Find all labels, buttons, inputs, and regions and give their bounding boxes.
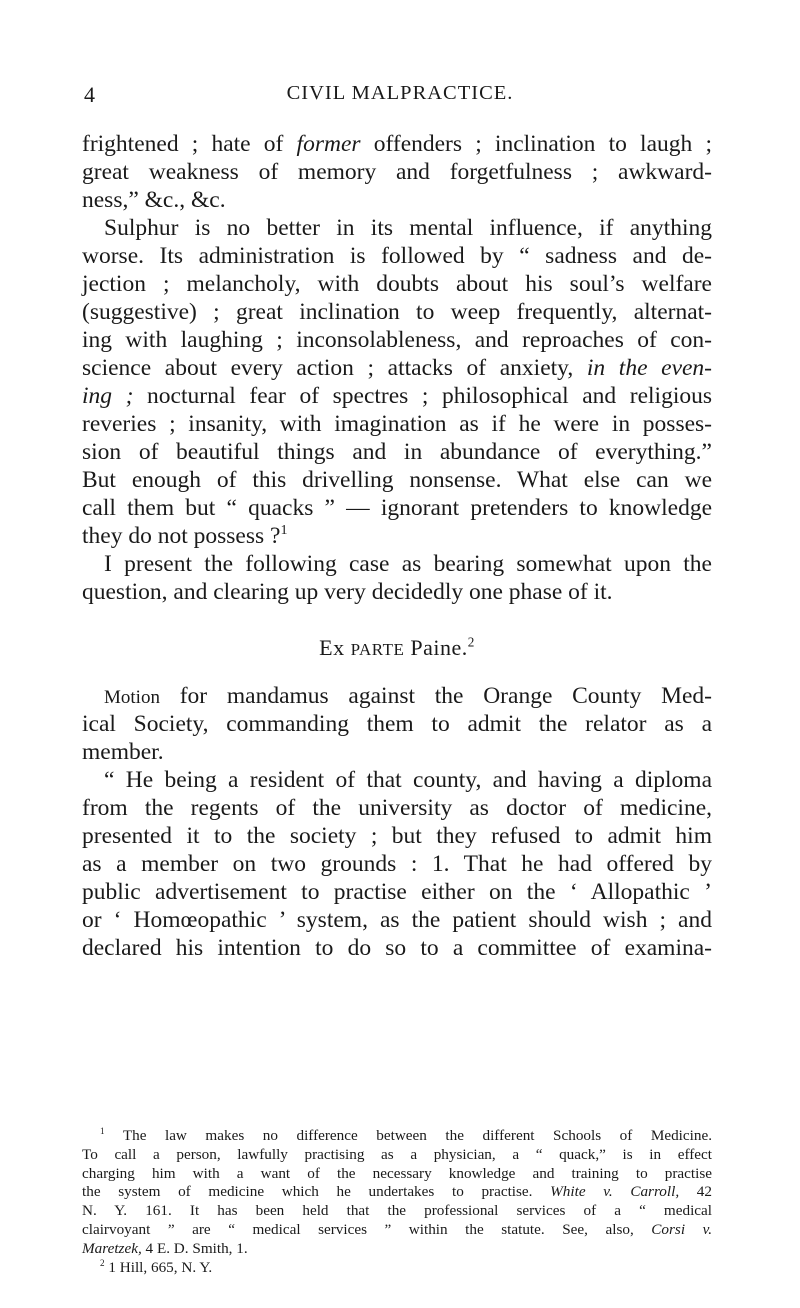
emphasis-former: former [296,131,361,157]
footnote-text: the system of medicine which he undertakes to practise. [82,1183,533,1201]
footnote-2-line [82,1259,712,1278]
text-line: public advertisement to practise either on the ‘ Allopathic ’ [82,879,712,905]
text-line: great weakness of memory and forgetfulness ; awkward- [82,159,712,185]
footnote-ref-1: 1 [280,522,288,539]
page-number: 4 [84,82,95,107]
text-line: ness,” &c., &c. [82,187,226,213]
text-line [82,522,712,550]
footnote-1-line [82,1183,712,1202]
case-citation-corsi: Corsi v. [651,1220,713,1238]
text-line: “ He being a resident of that county, and having a diploma [104,767,712,793]
footnote-1-marker: 1 [100,1125,105,1136]
case-heading [82,634,712,662]
footnote-1-line: N. Y. 161. It has been held that the professional services of a “ medical [82,1202,712,1220]
emphasis-ing: ing ; [82,383,134,409]
text-line-content: for mandamus against the Orange County Med- [159,683,712,709]
text-line: science about every action ; attacks of anxiety, in the even- [82,355,713,381]
text-line: from the regents of the university as doctor of medicine, [82,795,712,821]
footnote-text: 42 [679,1183,712,1201]
case-citation-white: White v. Carroll, [550,1183,680,1201]
text-line: Sulphur is no better in its mental influence, if anything [104,215,712,241]
text-line [82,682,712,710]
footnote-text: The law makes no difference between the different Schools of Medicine. [122,1127,712,1144]
text-line: presented it to the society ; but they refused to admit him [82,823,712,849]
footnote-text: 1 Hill, 665, N. Y. [108,1258,213,1276]
heading-parte: PARTE [350,640,405,659]
text-line: or ‘ Homœopathic ’ system, as the patient should wish ; and [82,907,712,933]
footnote-1-line [82,1221,712,1240]
heading-paine: Paine. [410,635,468,660]
footnotes [82,1127,712,1277]
footnote-text: 4 E. D. Smith, 1. [141,1239,248,1257]
footnote-2-marker: 2 [100,1257,105,1268]
text-line: member. [82,739,164,765]
text-line: ing with laughing ; inconsolableness, and reproaches of con- [82,327,712,353]
emphasis-in-the-evening: in the even- [586,355,713,381]
text-line: I present the following case as bearing somewhat upon the [104,551,712,577]
motion-smallcaps: Motion [104,687,160,708]
text-line: declared his intention to do so to a committee of examina- [82,935,712,961]
footnote-text: clairvoyant ” are “ medical services ” within the statute. See, also, [82,1220,634,1238]
text-line: call them but “ quacks ” — ignorant pretenders to knowledge [82,495,712,521]
footnote-1-line: charging him with a want of the necessary knowledge and training to practise [82,1164,712,1182]
footnote-1-line [82,1127,712,1146]
text-line: ing ; nocturnal fear of spectres ; philosophical and religious [82,383,713,409]
case-citation-maretzek: Maretzek, [82,1239,142,1257]
main-text [82,130,712,962]
text-line: as a member on two grounds : 1. That he had offered by [82,851,712,877]
running-title: CIVIL MALPRACTICE. [286,82,514,104]
text-line: worse. Its administration is followed by “ sadness and de- [82,243,712,269]
footnote-ref-2: 2 [467,634,475,650]
text-line: sion of beautiful things and in abundance of everything.” [82,439,712,465]
text-line-content: they do not possess ? [82,523,281,549]
text-line: reveries ; insanity, with imagination as if he were in posses- [82,411,712,437]
footnote-1-line: To call a person, lawfully practising as a physician, a “ quack,” is in effect [82,1145,712,1163]
text-line: frightened ; hate of former offenders ; inclination to laugh ; [82,131,712,157]
text-line: (suggestive) ; great inclination to weep frequently, alternat- [82,299,712,325]
page-header [0,82,800,112]
footnote-1-line [82,1240,712,1259]
text-line: question, and clearing up very decidedly one phase of it. [82,579,613,605]
text-line: But enough of this drivelling nonsense. What else can we [82,467,712,493]
heading-ex: Ex [319,635,345,660]
text-line: jection ; melancholy, with doubts about his soul’s welfare [82,271,712,297]
text-line: ical Society, commanding them to admit the relator as a [82,711,712,737]
